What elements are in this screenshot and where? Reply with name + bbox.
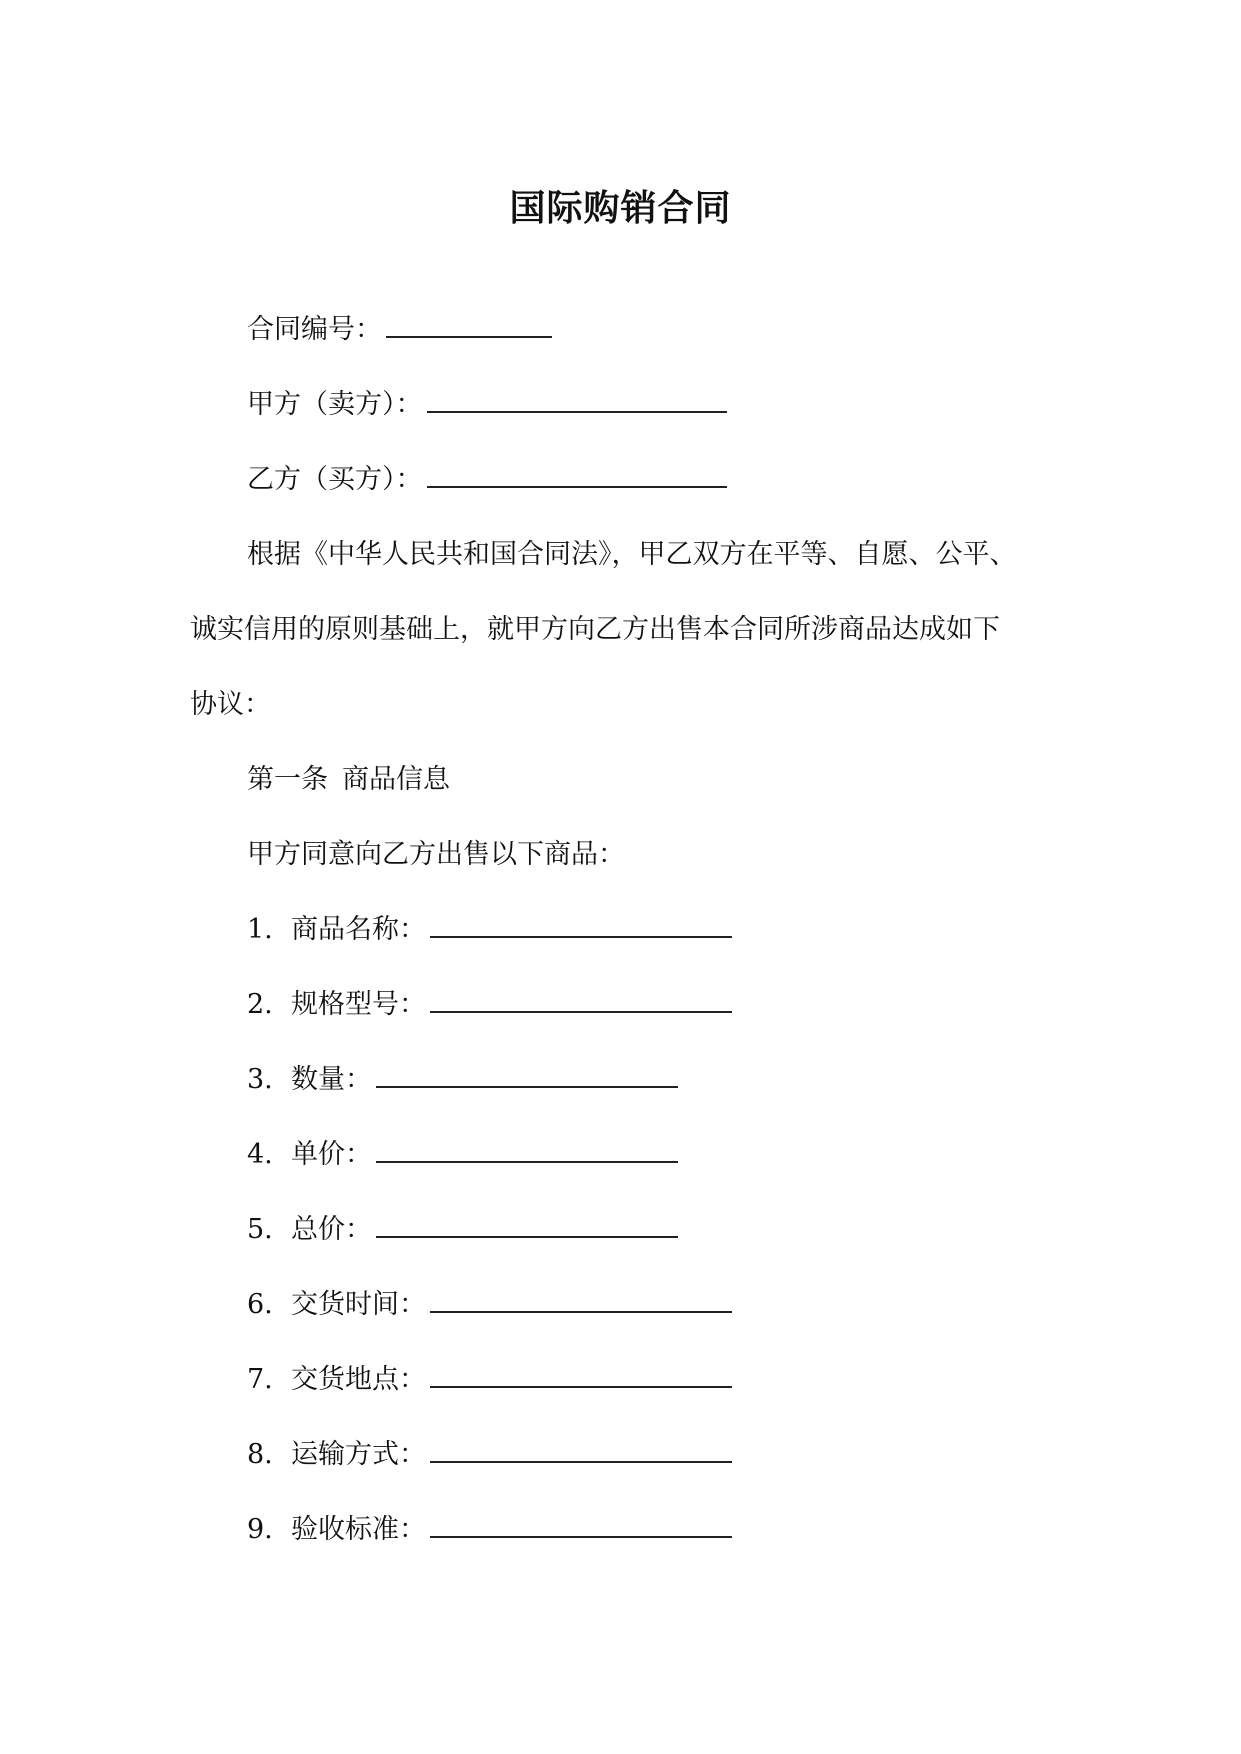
item-label: 商品名称： [291,914,426,945]
item-label: 交货时间： [291,1289,426,1320]
party-a-field [247,385,727,425]
list-item [247,1285,732,1325]
list-item [247,1510,732,1550]
party-b-label: 乙方（买方）： [247,464,423,495]
item-blank [430,1285,732,1313]
item-number: 9. [247,1514,273,1545]
item-blank [430,910,732,938]
item-blank [430,1435,732,1463]
item-number: 2. [247,989,273,1020]
list-item [247,1135,678,1175]
item-blank [376,1210,678,1238]
item-number: 3. [247,1064,273,1095]
item-blank [376,1135,678,1163]
article-1-intro: 甲方同意向乙方出售以下商品： [247,839,625,870]
item-blank [430,1510,732,1538]
item-label: 运输方式： [291,1439,426,1470]
list-item [247,910,732,950]
preamble-line-3: 协议： [190,689,271,720]
party-a-blank [427,385,727,413]
article-1-number: 第一条 [247,764,328,795]
party-b-field [247,460,727,500]
article-1-heading [247,760,450,800]
item-blank [430,985,732,1013]
list-item [247,1210,678,1250]
item-number: 4. [247,1139,273,1170]
item-label: 规格型号： [291,989,426,1020]
item-label: 数量： [291,1064,372,1095]
list-item [247,1360,732,1400]
contract-number-field [247,310,552,350]
list-item [247,1435,732,1475]
preamble-line-1: 根据《中华人民共和国合同法》，甲乙双方在平等、自愿、公平、 [247,539,1017,570]
item-number: 8. [247,1439,273,1470]
item-label: 验收标准： [291,1514,426,1545]
item-number: 1. [247,914,273,945]
list-item [247,985,732,1025]
item-label: 交货地点： [291,1364,426,1395]
item-number: 5. [247,1214,273,1245]
item-number: 6. [247,1289,273,1320]
preamble-line-2: 诚实信用的原则基础上，就甲方向乙方出售本合同所涉商品达成如下 [190,614,1000,645]
item-blank [430,1360,732,1388]
article-1-title: 商品信息 [342,764,450,795]
list-item [247,1060,678,1100]
item-number: 7. [247,1364,273,1395]
item-blank [376,1060,678,1088]
item-label: 单价： [291,1139,372,1170]
document-title: 国际购销合同 [509,188,732,229]
party-a-label: 甲方（卖方）： [247,389,423,420]
item-label: 总价： [291,1214,372,1245]
contract-number-label: 合同编号： [247,314,382,345]
contract-number-blank [386,310,552,338]
party-b-blank [427,460,727,488]
